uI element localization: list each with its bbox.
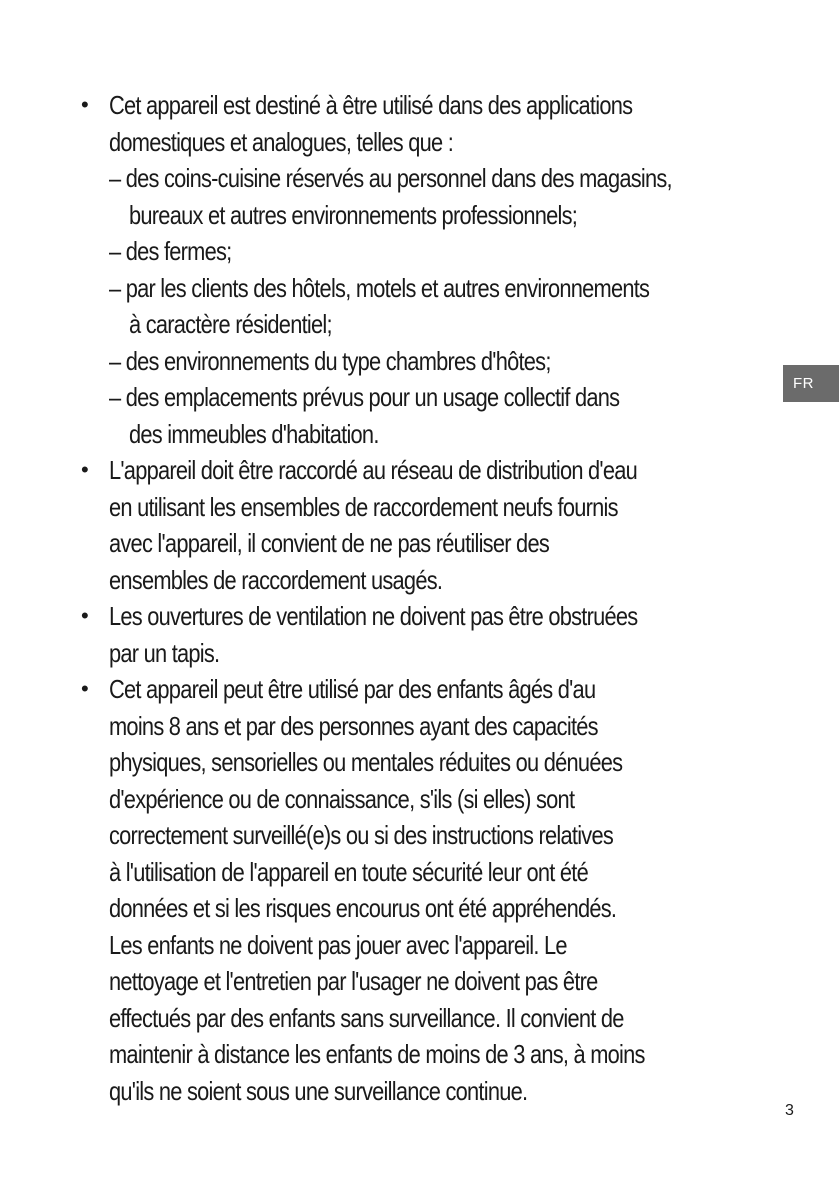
sub-item-line: – des emplacements prévus pour un usage collectif dans	[109, 382, 620, 412]
text-line: ensembles de raccordement usagés.	[109, 565, 443, 595]
text-line: par un tapis.	[109, 638, 220, 668]
sub-item-line: – des coins-cuisine réservés au personnel dans des magasins,	[109, 163, 672, 193]
text-line: Les enfants ne doivent pas jouer avec l'appareil. Le	[109, 930, 567, 960]
text-line: à l'utilisation de l'appareil en toute sécurité leur ont été	[109, 857, 588, 887]
text-line: correctement surveillé(e)s ou si des instructions relatives	[109, 820, 614, 850]
text-line: moins 8 ans et par des personnes ayant des capacités	[109, 711, 598, 741]
text-line: Cet appareil peut être utilisé par des enfants âgés d'au	[109, 674, 596, 704]
bullet-marker: •	[81, 676, 89, 701]
sub-item-line: bureaux et autres environnements professionnels;	[129, 200, 578, 230]
sub-item-line: – des environnements du type chambres d'hôtes;	[109, 346, 551, 376]
text-line: qu'ils ne soient sous une surveillance continue.	[109, 1076, 528, 1106]
text-line: Cet appareil est destiné à être utilisé dans des applications	[109, 90, 633, 120]
sub-item-line: – des fermes;	[109, 236, 232, 266]
bullet-marker: •	[81, 92, 89, 117]
page-number: 3	[785, 1102, 794, 1119]
sub-item-line: à caractère résidentiel;	[129, 309, 332, 339]
text-line: maintenir à distance les enfants de moins de 3 ans, à moins	[109, 1039, 645, 1069]
sub-item-line: des immeubles d'habitation.	[129, 419, 379, 449]
bullet-marker: •	[81, 457, 89, 482]
text-line: données et si les risques encourus ont été appréhendés.	[109, 893, 617, 923]
bullet-marker: •	[81, 603, 89, 628]
text-line: physiques, sensorielles ou mentales réduites ou dénuées	[109, 747, 623, 777]
text-line: effectués par des enfants sans surveillance. Il convient de	[109, 1003, 624, 1033]
text-line: L'appareil doit être raccordé au réseau de distribution d'eau	[109, 455, 638, 485]
text-line: nettoyage et l'entretien par l'usager ne doivent pas être	[109, 966, 598, 996]
text-line: d'expérience ou de connaissance, s'ils (si elles) sont	[109, 784, 575, 814]
text-line: Les ouvertures de ventilation ne doivent pas être obstruées	[109, 601, 638, 631]
sub-item-line: – par les clients des hôtels, motels et autres environnements	[109, 273, 650, 303]
text-line: avec l'appareil, il convient de ne pas réutiliser des	[109, 528, 550, 558]
text-line: en utilisant les ensembles de raccordement neufs fournis	[109, 492, 618, 522]
language-tab: FR	[783, 365, 839, 402]
text-line: domestiques et analogues, telles que :	[109, 127, 454, 157]
